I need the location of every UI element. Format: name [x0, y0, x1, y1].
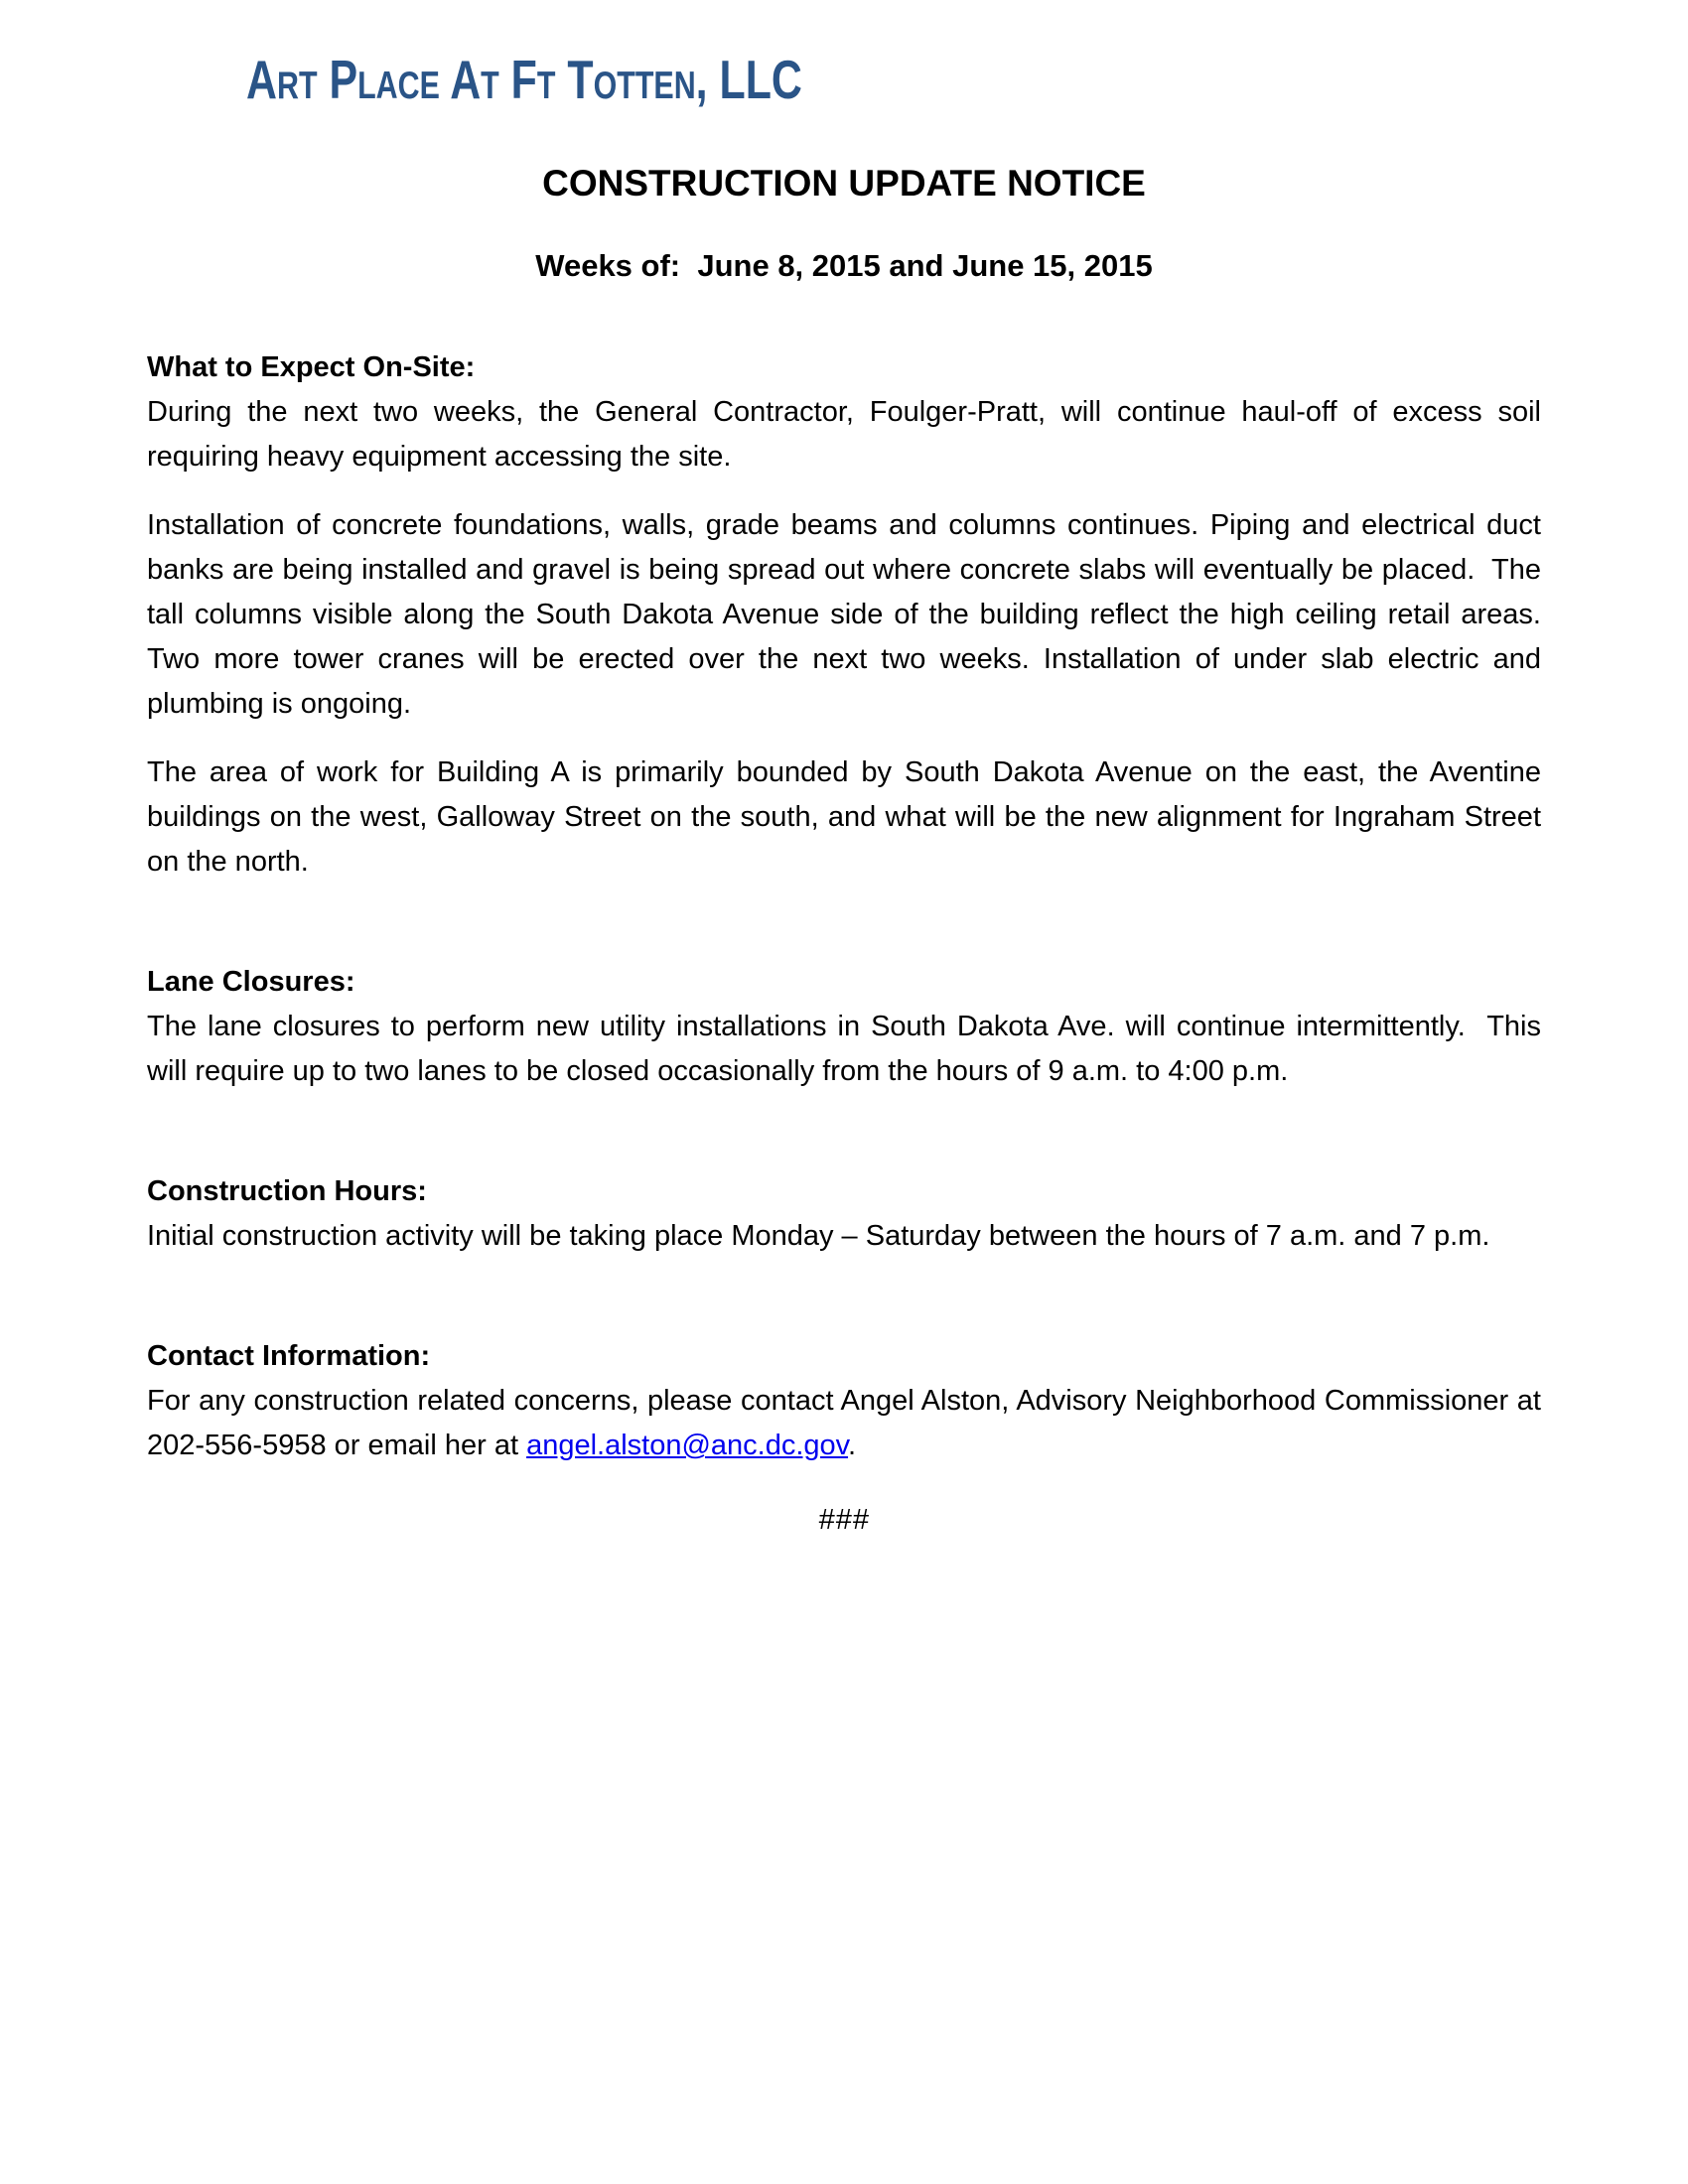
paragraph-area-of-work: The area of work for Building A is primarily bounded by South Dakota Avenue on the east, the Aventine buildings on the west, Galloway Street on the south, and what will be the new alignment for Ingraham Street on the north.	[147, 756, 1550, 879]
paragraph-concrete-foundations: Installation of concrete foundations, walls, grade beams and columns continues. Piping and electrical duct banks are being installed and gravel is being spread out where concrete slabs will eventually be placed. The tall columns visible along the South Dakota Avenue side of the building reflect the high ceiling retail areas. Two more tower cranes will be erected over the next two weeks. Installation of under slab electric and plumbing is ongoing.	[147, 509, 1558, 721]
paragraph-haul-off: During the next two weeks, the General Contractor, Foulger-Pratt, will continue haul-off of excess soil requiring heavy equipment accessing the site.	[147, 396, 1550, 474]
section-heading-what-to-expect: What to Expect On-Site:	[147, 351, 476, 384]
paragraph-contact-information	[147, 1379, 1550, 1468]
end-of-notice-mark: ###	[818, 1504, 870, 1537]
email-link[interactable]: angel.alston@anc.dc.gov	[526, 1430, 849, 1462]
section-heading-construction-hours: Construction Hours:	[147, 1175, 427, 1208]
section-heading-lane-closures: Lane Closures:	[147, 966, 355, 999]
section-heading-contact-information: Contact Information:	[147, 1340, 431, 1373]
paragraph-construction-hours: Initial construction activity will be taking place Monday – Saturday between the hours of 7 a.m. and 7 p.m.	[147, 1220, 1490, 1253]
contact-text-after-link: .	[848, 1430, 857, 1462]
document-title: CONSTRUCTION UPDATE NOTICE	[542, 162, 1146, 204]
contact-text-before-link: For any construction related concerns, please contact Angel Alston, Advisory Neighborhood Commissioner at 202-556-5958 or email her at	[147, 1385, 1550, 1462]
company-name: Art Place At Ft Totten, LLC	[246, 49, 802, 110]
date-line: Weeks of: June 8, 2015 and June 15, 2015	[535, 247, 1153, 283]
paragraph-lane-closures: The lane closures to perform new utility installations in South Dakota Ave. will continue intermittently. This will require up to two lanes to be closed occasionally from the hours of 9 a.m. to 4:00 p.m.	[147, 1011, 1550, 1088]
